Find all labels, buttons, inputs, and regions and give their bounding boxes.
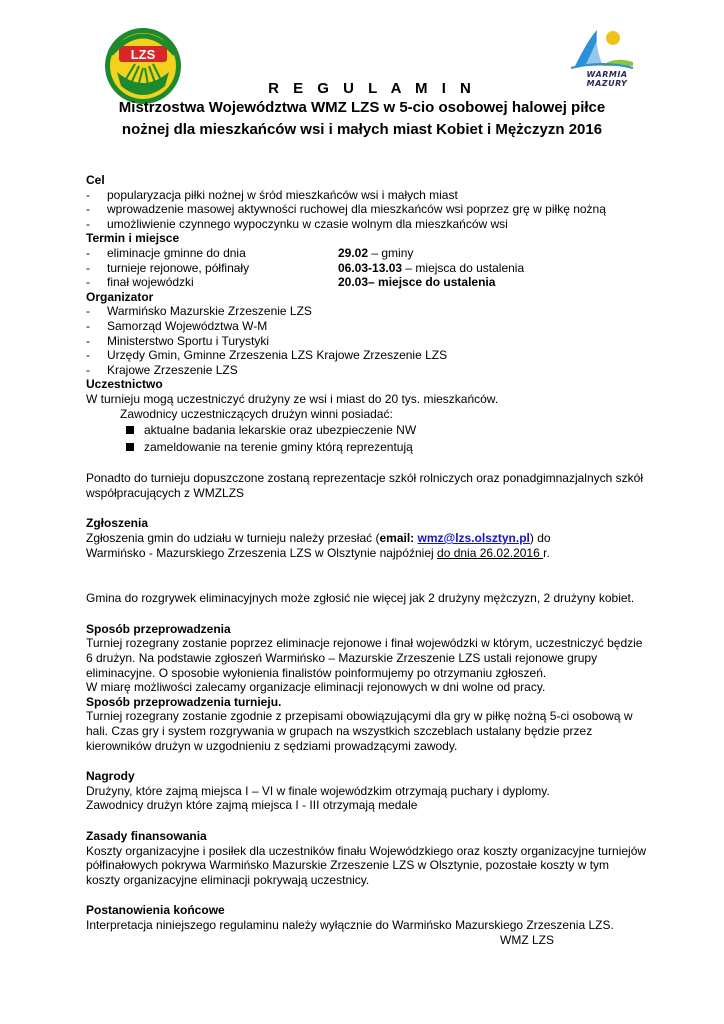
square-bullet-icon [126, 426, 134, 434]
text-line: hali. Czas gry i system rozgrywania w grupach na wszystkich szczeblach ustalany będzie przez [86, 724, 593, 738]
list-item: - umożliwienie czynnego wypoczynku w czasie wolnym dla mieszkańców wsi [86, 216, 508, 231]
text-line: Drużyny, które zajmą miejsca I – VI w finale wojewódzkim otrzymają puchary i dyplomy. [86, 783, 550, 798]
subtitle-line-1: Mistrzostwa Województwa WMZ LZS w 5-cio osobowej halowej piłce [118, 99, 606, 116]
termin-row: - turnieje rejonowe, półfinały 06.03-13.03 – miejsca do ustalenia [86, 260, 525, 275]
list-item: - Krajowe Zrzeszenie LZS [86, 362, 238, 377]
text-line: półfinałowych pokrywa Warmińsko Mazurskie Zrzeszenie LZS w Olsztynie, pozostałe koszty w tym [86, 858, 610, 873]
square-bullet-icon [126, 443, 134, 451]
zgloszenia-heading: Zgłoszenia [86, 516, 149, 531]
subtitle-line-2: nożnej dla mieszkańców wsi i małych miast Kobiet i Mężczyzn 2016 [121, 121, 603, 138]
list-item: - popularyzacja piłki nożnej w śród mieszkańców wsi i małych miast [86, 187, 458, 202]
uczestnictwo-heading: Uczestnictwo [86, 377, 163, 392]
cel-heading: Cel [86, 173, 105, 187]
list-item: - Urzędy Gmin, Gminne Zrzeszenia LZS Krajowe Zrzeszenie LZS [86, 348, 448, 363]
lzs-logo-text: LZS [130, 47, 156, 62]
page-title: R E G U L A M I N [268, 80, 476, 97]
postanowienia-heading: Postanowienia końcowe [86, 903, 225, 918]
text-line: Interpretacja niniejszego regulaminu należy wyłącznie do Warmińsko Mazurskiego Zrzeszenia LZS. [86, 917, 614, 932]
sposob-turnieju-heading: Sposób przeprowadzenia turnieju. [86, 694, 282, 709]
email-link[interactable]: wmz@lzs.olsztyn.pl [417, 531, 530, 546]
signature: WMZ LZS [500, 933, 554, 947]
text-line: W miarę możliwości zalecamy organizacje eliminacji rejonowych w dni wolne od pracy. [86, 680, 546, 695]
termin-row: - finał wojewódzki 20.03– miejsce do ustalenia [86, 275, 496, 290]
list-item: - wprowadzenie masowej aktywności ruchowej dla mieszkańców wsi poprzez grę w piłkę nożną [86, 202, 606, 217]
warmia-mazury-emblem [567, 26, 637, 71]
ponadto-line-1: Ponadto do turnieju dopuszczone zostaną reprezentacje szkół rolniczych oraz ponadgimnazjalnych szkół [86, 471, 643, 486]
bullet-item: aktualne badania lekarskie oraz ubezpieczenie NW [86, 423, 666, 438]
mazury-text: MAZURY [586, 79, 628, 88]
list-item: - Samorząd Województwa W-M [86, 318, 268, 333]
warmia-text: WARMIA [586, 70, 628, 79]
organizator-heading: Organizator [86, 289, 154, 304]
finansowanie-heading: Zasady finansowania [86, 828, 207, 843]
text-line: koszty organizacyjne eliminacji pokrywają uczestnicy. [86, 872, 370, 887]
uczestnictwo-line-2: Zawodnicy uczestniczących drużyn winni posiadać: [120, 406, 393, 421]
text-line: 6 drużyn. Na podstawie zgłoszeń Warmińsko – Mazurskie Zrzeszenie LZS ustali rejonowe grupy [86, 651, 598, 666]
termin-row: - eliminacje gminne do dnia 29.02 – gminy [86, 245, 414, 260]
bullet-item: zameldowanie na terenie gminy którą reprezentują [86, 440, 666, 455]
list-item: - Ministerstwo Sportu i Turystyki [86, 333, 270, 348]
sposob-heading: Sposób przeprowadzenia [86, 621, 231, 636]
termin-heading: Termin i miejsce [86, 231, 180, 246]
deadline-text: do dnia 26.02.2016 [437, 545, 544, 560]
text-line: Zawodnicy drużyn które zajmą miejsca I - III otrzymają medale [86, 798, 418, 813]
text-line: kierowników drużyn w uzgodnieniu z sędziami prowadzącymi zawody. [86, 738, 458, 753]
zgloszenia-line-2: Warmińsko - Mazurskiego Zrzeszenia LZS w Olsztynie najpóźniej do dnia 26.02.2016 r. [86, 545, 550, 560]
gmina-note: Gmina do rozgrywek eliminacyjnych może zgłosić nie więcej jak 2 drużyny mężczyzn, 2 drużyny kobiet. [86, 591, 635, 606]
text-line: eliminacyjne. O sposobie wyłonienia finalistów poinformujemy po otrzymaniu zgłoszeń. [86, 665, 547, 680]
list-item: - Warmińsko Mazurskie Zrzeszenie LZS [86, 304, 312, 319]
nagrody-heading: Nagrody [86, 769, 135, 784]
document-body [86, 173, 666, 933]
text-line: Turniej rozegrany zostanie poprzez eliminacje rejonowe i finał wojewódzki w którym, uczestniczyć będzie [86, 636, 643, 651]
text-line: Turniej rozegrany zostanie zgodnie z przepisami obowiązującymi dla gry w piłkę nożną 5-ci osobową w [86, 709, 633, 724]
ponadto-line-2: współpracujących z WMZLZS [86, 485, 245, 500]
zgloszenia-line-1: Zgłoszenia gmin do udziału w turnieju należy przesłać (email: wmz@lzs.olsztyn.pl) do [86, 531, 551, 546]
uczestnictwo-line-1: W turnieju mogą uczestniczyć drużyny ze wsi i miast do 20 tys. mieszkańców. [86, 391, 499, 406]
text-line: Koszty organizacyjne i posiłek dla uczestników finału Wojewódzkiego oraz koszty organizacyjne turniejów [86, 843, 647, 858]
